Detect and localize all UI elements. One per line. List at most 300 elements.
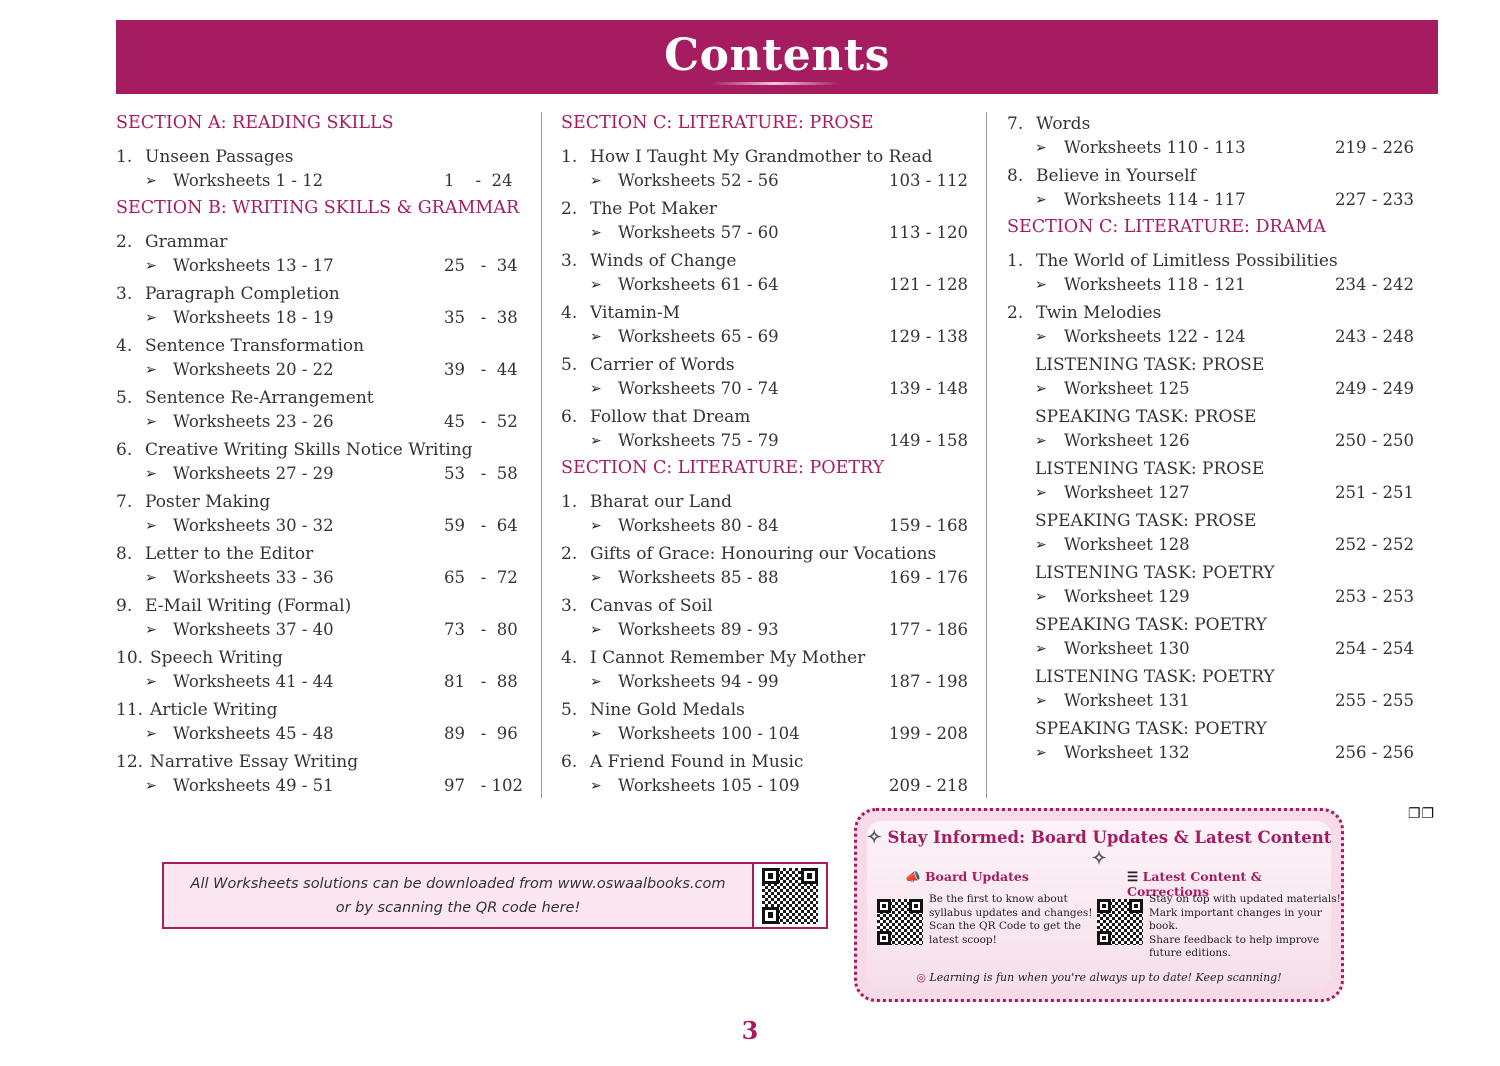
- arrow-bullet-icon: ➢: [1035, 693, 1047, 709]
- worksheet-line: [1007, 481, 1415, 505]
- board-updates-qr-code[interactable]: [877, 899, 923, 945]
- entry-title-text: Article Writing: [150, 700, 278, 720]
- page-range: 73 - 80: [444, 620, 518, 639]
- entry-title-text: A Friend Found in Music: [590, 752, 804, 772]
- target-icon: ◎: [916, 971, 926, 984]
- page-range: 249 - 249: [1335, 379, 1415, 398]
- entry-number: 9.: [116, 596, 133, 616]
- worksheet-range: Worksheets 57 - 60: [618, 223, 779, 242]
- entry-number: 3.: [561, 596, 578, 616]
- entry-number: 12.: [116, 752, 144, 772]
- worksheet-line: [1007, 533, 1415, 557]
- download-qr-frame: [752, 864, 826, 927]
- page-range: 219 - 226: [1335, 138, 1415, 157]
- entry-title-text: I Cannot Remember My Mother: [590, 648, 866, 668]
- entry-title-text: LISTENING TASK: PROSE: [1035, 355, 1265, 375]
- toc-entry: [116, 594, 528, 642]
- entry-number: 1.: [561, 492, 578, 512]
- arrow-bullet-icon: ➢: [1035, 192, 1047, 208]
- arrow-bullet-icon: ➢: [590, 518, 602, 534]
- page-range: 65 - 72: [444, 568, 518, 587]
- board-updates-heading: [905, 869, 1029, 885]
- column-divider: [541, 112, 542, 798]
- worksheet-range: Worksheets 70 - 74: [618, 379, 779, 398]
- download-note-line2: or by scanning the QR code here!: [335, 899, 581, 916]
- entry-title-text: Sentence Re-Arrangement: [145, 388, 374, 408]
- worksheet-range: Worksheets 80 - 84: [618, 516, 779, 535]
- toc-entry: [116, 230, 528, 278]
- entry-title-text: Follow that Dream: [590, 407, 751, 427]
- entry-title-text: Grammar: [145, 232, 228, 252]
- arrow-bullet-icon: ➢: [1035, 140, 1047, 156]
- worksheet-range: Worksheets 20 - 22: [173, 360, 334, 379]
- board-updates-line: syllabus updates and changes!: [929, 906, 1093, 919]
- page-range: 255 - 255: [1335, 691, 1415, 710]
- worksheet-line: [561, 273, 969, 297]
- worksheet-line: [116, 169, 528, 193]
- entry-number: 6.: [561, 752, 578, 772]
- entry-number: 8.: [116, 544, 133, 564]
- entry-title: [561, 750, 963, 774]
- section-heading: SECTION C: LITERATURE: DRAMA: [1007, 217, 1326, 237]
- page-range: 159 - 168: [889, 516, 969, 535]
- toc-entry: [116, 145, 528, 193]
- page-range: 199 - 208: [889, 724, 969, 743]
- worksheet-range: Worksheets 41 - 44: [173, 672, 334, 691]
- worksheet-line: [561, 618, 969, 642]
- worksheet-range: Worksheets 94 - 99: [618, 672, 779, 691]
- worksheet-range: Worksheets 100 - 104: [618, 724, 800, 743]
- page-range: 254 - 254: [1335, 639, 1415, 658]
- toc-entry: [1007, 249, 1415, 297]
- worksheet-line: [561, 429, 969, 453]
- toc-entry: [116, 334, 528, 382]
- entry-title-text: E-Mail Writing (Formal): [145, 596, 352, 616]
- arrow-bullet-icon: ➢: [590, 622, 602, 638]
- arrow-bullet-icon: ➢: [145, 258, 157, 274]
- page-range: 59 - 64: [444, 516, 518, 535]
- entry-title-text: Unseen Passages: [145, 147, 294, 167]
- worksheet-range: Worksheets 89 - 93: [618, 620, 779, 639]
- entry-number: 1.: [116, 147, 133, 167]
- worksheet-range: Worksheets 65 - 69: [618, 327, 779, 346]
- page-range: 250 - 250: [1335, 431, 1415, 450]
- toc-entry: [1007, 301, 1415, 349]
- worksheet-range: Worksheets 110 - 113: [1064, 138, 1246, 157]
- entry-number: 1.: [561, 147, 578, 167]
- latest-content-line: Stay on top with updated materials!: [1149, 893, 1341, 905]
- arrow-bullet-icon: ➢: [590, 570, 602, 586]
- worksheet-line: [1007, 377, 1415, 401]
- entry-title: [561, 405, 963, 429]
- entry-title: [1007, 353, 1409, 377]
- worksheet-range: Worksheets 52 - 56: [618, 171, 779, 190]
- entry-title-text: SPEAKING TASK: POETRY: [1035, 615, 1267, 635]
- entry-title-text: Letter to the Editor: [145, 544, 314, 564]
- entry-title: [561, 353, 963, 377]
- toc-column-2: [561, 112, 969, 802]
- section-heading: SECTION C: LITERATURE: POETRY: [561, 458, 885, 478]
- entry-number: 3.: [561, 251, 578, 271]
- entry-title: [561, 249, 963, 273]
- entry-title-text: Sentence Transformation: [145, 336, 365, 356]
- arrow-bullet-icon: ➢: [590, 726, 602, 742]
- entry-title-text: The World of Limitless Possibilities: [1036, 251, 1338, 271]
- page-range: 251 - 251: [1335, 483, 1415, 502]
- page-range: 129 - 138: [889, 327, 969, 346]
- entry-number: 11.: [116, 700, 144, 720]
- page-range: 39 - 44: [444, 360, 518, 379]
- worksheet-range: Worksheets 122 - 124: [1064, 327, 1246, 346]
- page-range: 227 - 233: [1335, 190, 1415, 209]
- worksheet-line: [1007, 325, 1415, 349]
- entry-title: [116, 750, 528, 774]
- entry-title: [1007, 164, 1409, 188]
- entry-title: [1007, 457, 1409, 481]
- entry-title: [561, 197, 963, 221]
- worksheet-line: [1007, 585, 1415, 609]
- worksheet-range: Worksheet 127: [1064, 483, 1190, 502]
- page-range: 97 - 102: [444, 776, 524, 795]
- toc-entry: [116, 386, 528, 434]
- entry-title: [561, 490, 963, 514]
- sparkle-icon: ✧: [866, 827, 882, 848]
- entry-number: 1.: [1007, 251, 1024, 271]
- toc-entry: [1007, 353, 1415, 401]
- arrow-bullet-icon: ➢: [145, 622, 157, 638]
- toc-entry: [1007, 509, 1415, 557]
- worksheet-line: [561, 566, 969, 590]
- download-note-text: [164, 864, 752, 927]
- entry-title: [561, 542, 963, 566]
- arrow-bullet-icon: ➢: [1035, 745, 1047, 761]
- page-range: 187 - 198: [889, 672, 969, 691]
- entry-title: [116, 646, 528, 670]
- entry-title: [116, 334, 528, 358]
- toc-entry: [561, 145, 969, 193]
- entry-title-text: Narrative Essay Writing: [150, 752, 359, 772]
- worksheet-line: [561, 514, 969, 538]
- worksheet-range: Worksheets 114 - 117: [1064, 190, 1246, 209]
- latest-content-text: [1149, 893, 1341, 961]
- arrow-bullet-icon: ➢: [1035, 641, 1047, 657]
- worksheet-line: [561, 722, 969, 746]
- arrow-bullet-icon: ➢: [590, 433, 602, 449]
- worksheet-line: [116, 566, 528, 590]
- toc-entry: [1007, 613, 1415, 661]
- corner-mark-icon: ❐❐: [1408, 806, 1436, 822]
- toc-entry: [116, 490, 528, 538]
- arrow-bullet-icon: ➢: [145, 310, 157, 326]
- worksheet-line: [1007, 429, 1415, 453]
- toc-entry: [116, 542, 528, 590]
- page-range: 149 - 158: [889, 431, 969, 450]
- worksheet-range: Worksheets 30 - 32: [173, 516, 334, 535]
- entry-title-text: The Pot Maker: [590, 199, 718, 219]
- arrow-bullet-icon: ➢: [145, 362, 157, 378]
- arrow-bullet-icon: ➢: [145, 726, 157, 742]
- toc-entry: [561, 750, 969, 798]
- entry-title-text: Twin Melodies: [1036, 303, 1162, 323]
- worksheet-range: Worksheet 129: [1064, 587, 1190, 606]
- board-updates-line: latest scoop!: [929, 933, 997, 946]
- latest-content-heading-text: Latest Content & Corrections: [1127, 869, 1262, 899]
- page-range: 53 - 58: [444, 464, 518, 483]
- toc-entry: [561, 698, 969, 746]
- entry-number: 6.: [561, 407, 578, 427]
- worksheet-line: [561, 169, 969, 193]
- entry-title: [116, 145, 528, 169]
- arrow-bullet-icon: ➢: [145, 518, 157, 534]
- entry-title: [1007, 301, 1409, 325]
- worksheet-line: [561, 774, 969, 798]
- entry-title-text: Poster Making: [145, 492, 271, 512]
- entry-title-text: Winds of Change: [590, 251, 737, 271]
- latest-content-line: Mark important changes in your book.: [1149, 906, 1322, 932]
- entry-number: 2.: [561, 544, 578, 564]
- arrow-bullet-icon: ➢: [590, 173, 602, 189]
- toc-entry: [116, 750, 528, 798]
- arrow-bullet-icon: ➢: [1035, 433, 1047, 449]
- toc-entry: [561, 594, 969, 642]
- entry-title: [1007, 561, 1409, 585]
- page-range: 81 - 88: [444, 672, 518, 691]
- entry-number: 3.: [116, 284, 133, 304]
- arrow-bullet-icon: ➢: [590, 381, 602, 397]
- page-range: 253 - 253: [1335, 587, 1415, 606]
- arrow-bullet-icon: ➢: [1035, 277, 1047, 293]
- worksheet-line: [116, 774, 528, 798]
- entry-title: [116, 542, 528, 566]
- megaphone-icon: 📣: [905, 869, 921, 884]
- entry-title: [1007, 112, 1409, 136]
- arrow-bullet-icon: ➢: [1035, 589, 1047, 605]
- toc-entry: [1007, 457, 1415, 505]
- worksheet-line: [116, 722, 528, 746]
- toc-entry: [1007, 112, 1415, 160]
- entry-title-text: LISTENING TASK: POETRY: [1035, 563, 1275, 583]
- entry-title-text: Canvas of Soil: [590, 596, 713, 616]
- stay-informed-card: [854, 808, 1344, 1002]
- entry-title: [116, 386, 528, 410]
- entry-title-text: Creative Writing Skills Notice Writing: [145, 440, 473, 460]
- toc-entry: [116, 282, 528, 330]
- download-note-line1: All Worksheets solutions can be downloaded from www.oswaalbooks.com: [190, 875, 726, 892]
- worksheet-range: Worksheets 23 - 26: [173, 412, 334, 431]
- arrow-bullet-icon: ➢: [590, 778, 602, 794]
- worksheet-line: [561, 325, 969, 349]
- worksheet-range: Worksheets 13 - 17: [173, 256, 334, 275]
- toc-entry: [561, 353, 969, 401]
- toc-entry: [561, 301, 969, 349]
- arrow-bullet-icon: ➢: [590, 277, 602, 293]
- entry-title-text: LISTENING TASK: PROSE: [1035, 459, 1265, 479]
- stay-informed-footer-text: Learning is fun when you're always up to date! Keep scanning!: [929, 971, 1282, 984]
- worksheet-line: [561, 377, 969, 401]
- entry-title-text: Believe in Yourself: [1036, 166, 1196, 186]
- entry-number: 2.: [561, 199, 578, 219]
- entry-title-text: Vitamin-M: [590, 303, 681, 323]
- entry-number: 7.: [1007, 114, 1024, 134]
- toc-entry: [561, 490, 969, 538]
- latest-content-line: future editions.: [1149, 947, 1231, 959]
- entry-title: [561, 301, 963, 325]
- worksheet-line: [1007, 273, 1415, 297]
- stay-informed-footer: [857, 971, 1341, 984]
- worksheet-line: [116, 410, 528, 434]
- entry-number: 2.: [1007, 303, 1024, 323]
- page-range: 243 - 248: [1335, 327, 1415, 346]
- toc-entry: [561, 197, 969, 245]
- entry-number: 10.: [116, 648, 144, 668]
- entry-title: [116, 698, 528, 722]
- arrow-bullet-icon: ➢: [590, 674, 602, 690]
- toc-entry: [116, 646, 528, 694]
- page-range: 234 - 242: [1335, 275, 1415, 294]
- page-range: 45 - 52: [444, 412, 518, 431]
- download-qr-code[interactable]: [762, 868, 818, 924]
- section-heading: SECTION A: READING SKILLS: [116, 113, 394, 133]
- toc-column-1: [116, 112, 528, 802]
- page-range: 121 - 128: [889, 275, 969, 294]
- worksheet-line: [1007, 188, 1415, 212]
- entry-title-text: SPEAKING TASK: PROSE: [1035, 511, 1257, 531]
- entry-number: 7.: [116, 492, 133, 512]
- entry-title-text: How I Taught My Grandmother to Read: [590, 147, 933, 167]
- board-updates-text: [929, 893, 1092, 947]
- worksheet-range: Worksheets 33 - 36: [173, 568, 334, 587]
- entry-title: [1007, 249, 1409, 273]
- worksheet-range: Worksheets 45 - 48: [173, 724, 334, 743]
- entry-number: 5.: [561, 355, 578, 375]
- entry-title-text: Words: [1036, 114, 1091, 134]
- toc-column-3: [1007, 112, 1415, 769]
- latest-content-line: Share feedback to help improve: [1149, 933, 1320, 946]
- entry-title: [116, 438, 528, 462]
- worksheet-line: [116, 618, 528, 642]
- worksheet-range: Worksheets 49 - 51: [173, 776, 334, 795]
- latest-content-qr-code[interactable]: [1097, 899, 1143, 945]
- worksheet-line: [561, 221, 969, 245]
- entry-title: [116, 594, 528, 618]
- title-underline: [710, 82, 840, 85]
- sparkle-icon: ✧: [1091, 848, 1107, 869]
- page-range: 1 - 24: [444, 171, 513, 190]
- section-heading: SECTION C: LITERATURE: PROSE: [561, 113, 874, 133]
- column-divider: [986, 112, 987, 798]
- entry-title-text: LISTENING TASK: POETRY: [1035, 667, 1275, 687]
- worksheet-line: [116, 306, 528, 330]
- page-range: 139 - 148: [889, 379, 969, 398]
- worksheet-line: [116, 514, 528, 538]
- entry-title: [116, 230, 528, 254]
- page-range: 209 - 218: [889, 776, 969, 795]
- page-range: 89 - 96: [444, 724, 518, 743]
- entry-number: 2.: [116, 232, 133, 252]
- page-range: 169 - 176: [889, 568, 969, 587]
- arrow-bullet-icon: ➢: [1035, 329, 1047, 345]
- entry-title: [561, 145, 963, 169]
- worksheet-line: [116, 358, 528, 382]
- entry-title: [1007, 509, 1409, 533]
- entry-number: 8.: [1007, 166, 1024, 186]
- entry-title-text: Carrier of Words: [590, 355, 735, 375]
- toc-entry: [561, 646, 969, 694]
- arrow-bullet-icon: ➢: [1035, 485, 1047, 501]
- entry-title: [1007, 717, 1409, 741]
- entry-title: [116, 490, 528, 514]
- entry-title-text: Paragraph Completion: [145, 284, 340, 304]
- toc-entry: [561, 542, 969, 590]
- worksheet-range: Worksheet 132: [1064, 743, 1190, 762]
- arrow-bullet-icon: ➢: [145, 778, 157, 794]
- entry-title-text: Bharat our Land: [590, 492, 733, 512]
- entry-title-text: SPEAKING TASK: PROSE: [1035, 407, 1257, 427]
- worksheet-range: Worksheet 131: [1064, 691, 1190, 710]
- toc-entry: [1007, 665, 1415, 713]
- section-heading: SECTION B: WRITING SKILLS & GRAMMAR: [116, 198, 520, 218]
- entry-title-text: Speech Writing: [150, 648, 283, 668]
- page-range: 177 - 186: [889, 620, 969, 639]
- document-icon: ☰: [1127, 869, 1139, 884]
- page-range: 103 - 112: [889, 171, 969, 190]
- worksheet-line: [561, 670, 969, 694]
- worksheet-range: Worksheets 105 - 109: [618, 776, 800, 795]
- entry-number: 5.: [116, 388, 133, 408]
- worksheet-range: Worksheet 126: [1064, 431, 1190, 450]
- worksheet-line: [116, 462, 528, 486]
- entry-number: 5.: [561, 700, 578, 720]
- worksheet-range: Worksheets 85 - 88: [618, 568, 779, 587]
- arrow-bullet-icon: ➢: [145, 570, 157, 586]
- board-updates-line: Be the first to know about: [929, 893, 1068, 905]
- worksheet-line: [1007, 136, 1415, 160]
- arrow-bullet-icon: ➢: [145, 414, 157, 430]
- arrow-bullet-icon: ➢: [590, 225, 602, 241]
- worksheet-range: Worksheets 37 - 40: [173, 620, 334, 639]
- toc-entry: [1007, 717, 1415, 765]
- arrow-bullet-icon: ➢: [1035, 537, 1047, 553]
- worksheet-line: [1007, 741, 1415, 765]
- entry-title-text: Gifts of Grace: Honouring our Vocations: [590, 544, 937, 564]
- worksheet-range: Worksheets 118 - 121: [1064, 275, 1246, 294]
- board-updates-heading-text: Board Updates: [924, 869, 1029, 884]
- entry-number: 4.: [561, 303, 578, 323]
- entry-title: [1007, 665, 1409, 689]
- arrow-bullet-icon: ➢: [145, 466, 157, 482]
- worksheet-range: Worksheet 130: [1064, 639, 1190, 658]
- toc-entry: [1007, 164, 1415, 212]
- worksheet-line: [116, 254, 528, 278]
- entry-number: 6.: [116, 440, 133, 460]
- page-range: 256 - 256: [1335, 743, 1415, 762]
- board-updates-line: Scan the QR Code to get the: [929, 920, 1082, 932]
- download-note-box: [162, 862, 828, 929]
- worksheet-range: Worksheet 128: [1064, 535, 1190, 554]
- entry-number: 4.: [116, 336, 133, 356]
- worksheet-range: Worksheets 75 - 79: [618, 431, 779, 450]
- entry-title-text: Nine Gold Medals: [590, 700, 745, 720]
- entry-title: [116, 282, 528, 306]
- toc-entry: [561, 249, 969, 297]
- arrow-bullet-icon: ➢: [590, 329, 602, 345]
- worksheet-range: Worksheet 125: [1064, 379, 1190, 398]
- worksheet-range: Worksheets 27 - 29: [173, 464, 334, 483]
- entry-title: [1007, 613, 1409, 637]
- worksheet-range: Worksheets 61 - 64: [618, 275, 779, 294]
- toc-entry: [561, 405, 969, 453]
- page-range: 35 - 38: [444, 308, 518, 327]
